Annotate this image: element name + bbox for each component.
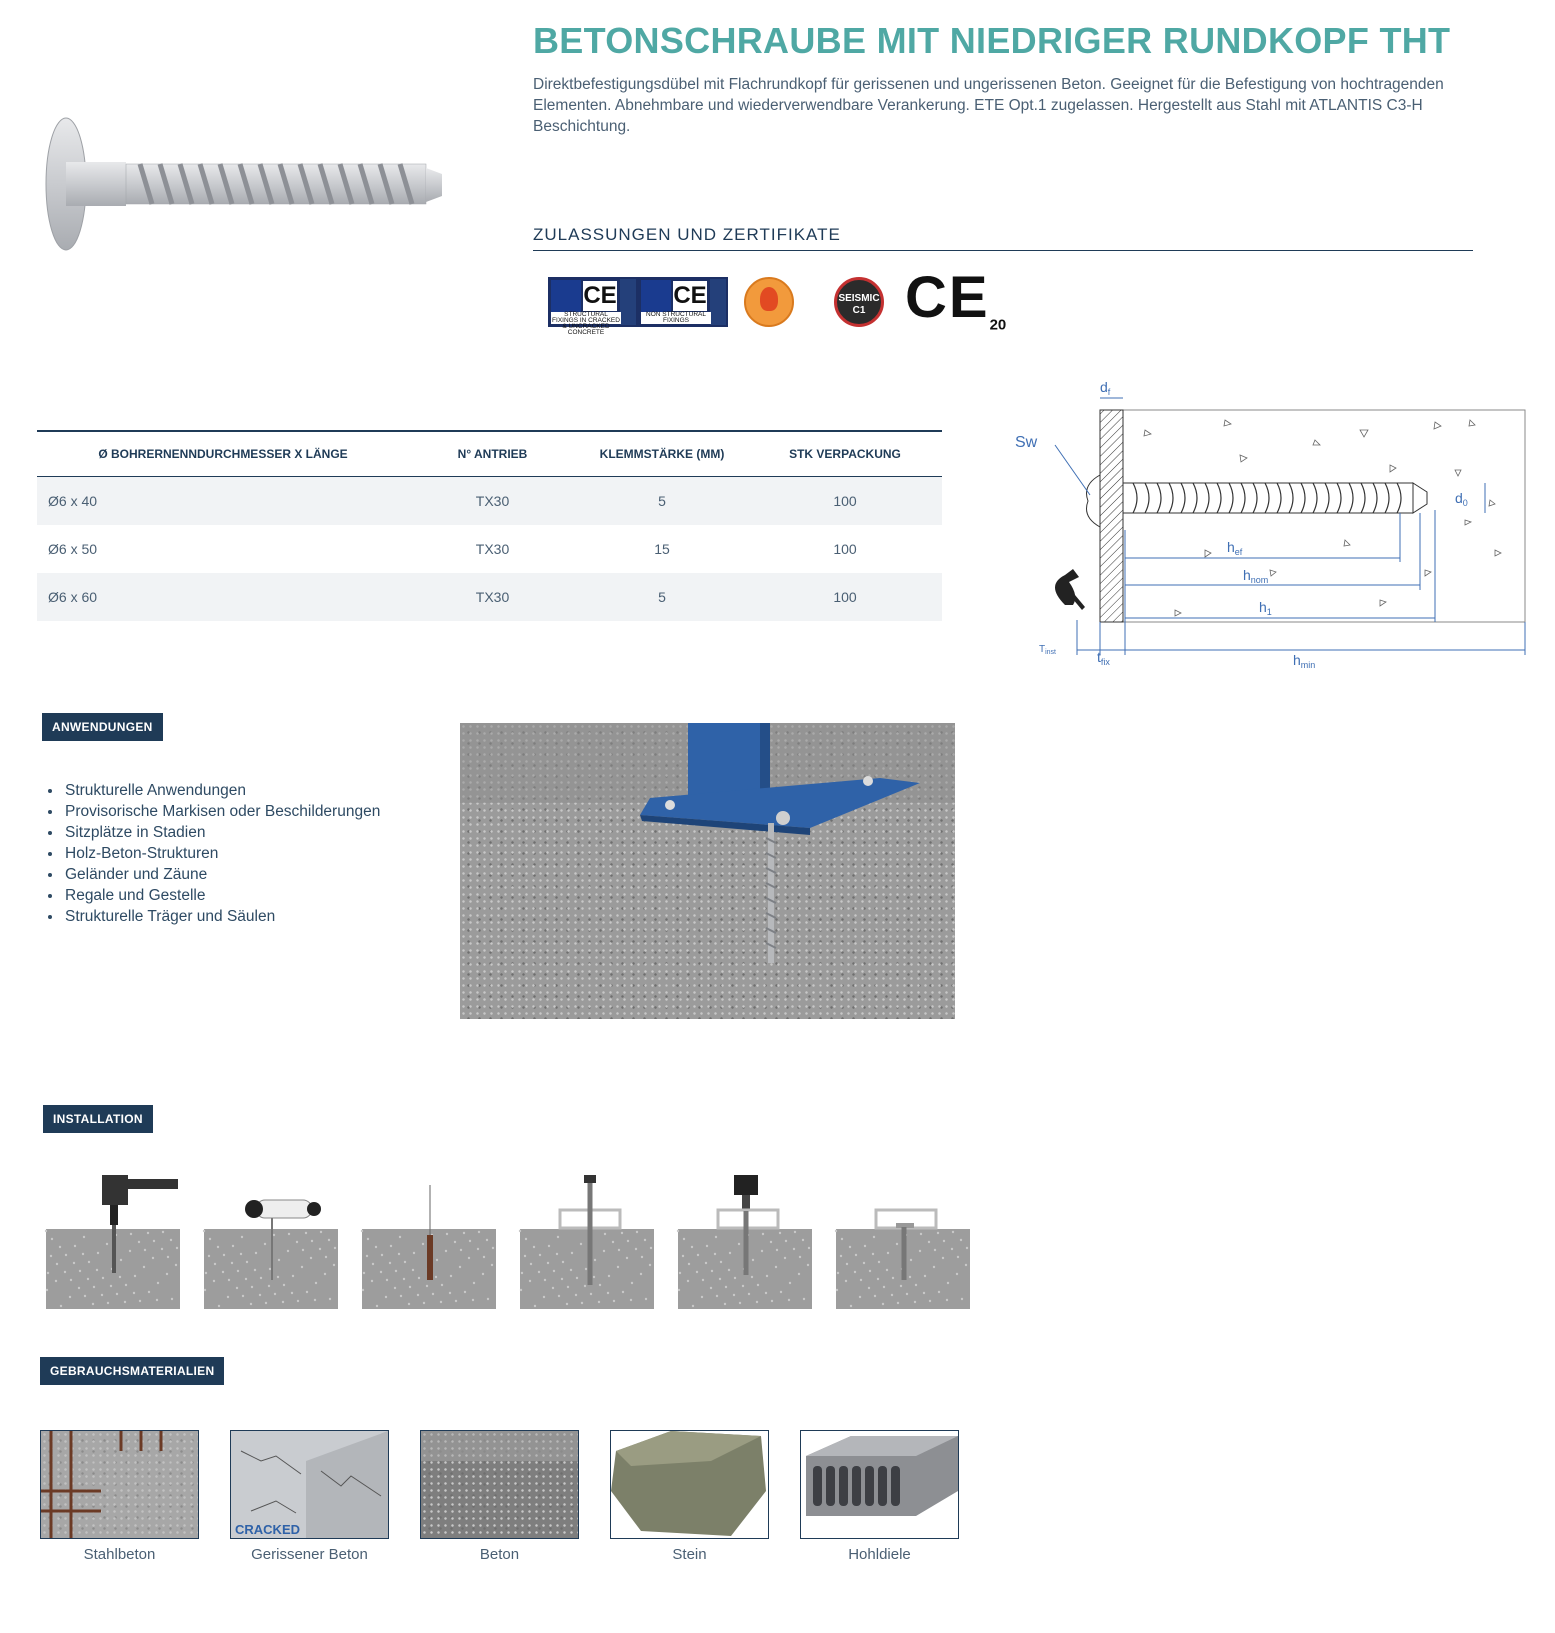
fixture-plate — [1100, 410, 1123, 622]
certificates-heading: ZULASSUNGEN UND ZERTIFIKATE — [533, 225, 841, 244]
list-item: • Holz-Beton-Strukturen — [63, 843, 380, 864]
col-pack-qty: STK VERPACKUNG — [748, 431, 942, 477]
label-hnom: $h_{nom}$ — [1243, 567, 1269, 585]
material-stone-image — [610, 1430, 769, 1539]
material-reinforced-concrete-image — [40, 1430, 199, 1539]
eta-code-strip — [620, 279, 636, 325]
col-diameter-length: Ø BOHRERNENNDURCHMESSER X LÄNGE — [37, 431, 409, 477]
cell-qty: 100 — [748, 573, 942, 621]
eu-flag-icon — [641, 280, 671, 312]
certificates-divider — [533, 250, 1473, 251]
material-label: Hohldiele — [848, 1546, 911, 1563]
material-concrete-image — [420, 1430, 579, 1539]
badge-caption: STRUCTURAL FIXINGS IN CRACKED & UNCRACKED CONCRETE — [552, 311, 620, 336]
installation-step-blow-out-hole — [204, 1175, 338, 1309]
cell-size: Ø6 x 40 — [37, 477, 409, 526]
label-tfix: $t_{fix}$ — [1097, 649, 1110, 667]
cracked-overlay-text: CRACKED — [235, 1522, 300, 1537]
product-description: Direktbefestigungsdübel mit Flachrundkopf für gerissenen und ungerissenen Beton. Geeignet für die Befestigung von hochtragenden Elementen. Abnehmbare und wiederverwendbare Verankerung. ETE Opt.1 zugelassen. Hergestellt aus Stahl mit ATLANTIS C3-H Beschichtung. — [533, 76, 1444, 135]
installation-step-drill-hole — [46, 1175, 180, 1309]
badge-caption: NON STRUCTURAL FIXINGS — [641, 312, 711, 324]
label-sw: Sw — [1015, 434, 1038, 451]
cell-clamp: 5 — [576, 573, 748, 621]
material-label: Stein — [672, 1546, 707, 1563]
ce-mark-small: CE — [673, 282, 707, 309]
table-header-row — [37, 431, 942, 477]
ce-mark-small: CE — [583, 282, 617, 309]
ce-mark-number: 20 — [989, 316, 1007, 334]
cell-qty: 100 — [833, 541, 857, 557]
concrete-block — [1100, 410, 1525, 622]
list-item: • Sitzplätze in Stadien — [63, 822, 380, 843]
label-df: $d_f$ — [1100, 379, 1111, 397]
installation-step-installed — [836, 1175, 970, 1309]
col-drive: N° ANTRIEB — [409, 431, 576, 477]
application-photo — [460, 723, 955, 1019]
list-item: • Regale und Gestelle — [63, 885, 380, 906]
label-hmin: $h_{min}$ — [1293, 652, 1316, 670]
cell-drive: TX30 — [409, 573, 576, 621]
eu-flag-icon — [551, 280, 581, 312]
ce-mark-letters: CE — [905, 265, 990, 330]
material-label: Beton — [479, 1546, 520, 1563]
installation-step-insert-screw — [520, 1175, 654, 1309]
installation-label: INSTALLATION — [43, 1105, 153, 1133]
table-row — [37, 525, 942, 573]
list-item: • Provisorische Markisen oder Beschilderungen — [63, 801, 380, 822]
list-item: • Strukturelle Anwendungen — [63, 780, 380, 801]
fire-resistance-badge — [744, 277, 794, 327]
list-item: • Geländer und Zäune — [63, 864, 380, 885]
cell-size: Ø6 x 60 — [37, 573, 409, 621]
label-tinst: $T_{inst}$ — [1039, 644, 1057, 656]
installation-dimension-diagram — [1015, 380, 1535, 680]
table-row — [37, 477, 942, 526]
product-title: BETONSCHRAUBE MIT NIEDRIGER RUNDKOPF THT — [533, 20, 1451, 61]
seismic-c1-badge — [834, 277, 884, 327]
installation-step-screw-in — [678, 1175, 812, 1309]
applications-label: ANWENDUNGEN — [42, 713, 163, 741]
cell-drive: TX30 — [409, 477, 576, 526]
label-h1: $h_1$ — [1259, 599, 1272, 617]
applications-list — [45, 780, 380, 927]
table-row — [37, 573, 942, 621]
list-item: • Strukturelle Träger und Säulen — [63, 906, 380, 927]
label-d0: $d_0$ — [1455, 490, 1468, 508]
seismic-class: C1 — [852, 305, 866, 316]
label-hef: $h_{ef}$ — [1227, 539, 1243, 557]
cell-clamp: 15 — [654, 541, 670, 557]
cell-clamp: 5 — [576, 477, 748, 526]
eta-non-structural-ce-badge — [638, 277, 728, 327]
cell-size: Ø6 x 50 — [48, 541, 98, 557]
installation-step-brush-hole — [362, 1175, 496, 1309]
material-hollow-core-slab-image — [800, 1430, 959, 1539]
materials-label: GEBRAUCHSMATERIALIEN — [40, 1357, 224, 1385]
torque-icon — [1055, 569, 1085, 610]
product-screw-image — [40, 112, 450, 262]
cell-qty: 100 — [748, 477, 942, 526]
material-label: Stahlbeton — [83, 1546, 156, 1563]
ce-mark — [905, 265, 1007, 356]
spec-table — [37, 430, 942, 621]
flame-icon — [760, 287, 778, 311]
eta-structural-ce-badge — [548, 277, 638, 336]
col-clamping-thickness: KLEMMSTÄRKE (MM) — [576, 431, 748, 477]
cell-drive: TX30 — [475, 541, 510, 557]
material-cracked-concrete-image — [230, 1430, 389, 1539]
material-label: Gerissener Beton — [251, 1546, 368, 1563]
eta-code-strip — [710, 279, 726, 325]
seismic-label: SEISMIC — [838, 293, 880, 304]
